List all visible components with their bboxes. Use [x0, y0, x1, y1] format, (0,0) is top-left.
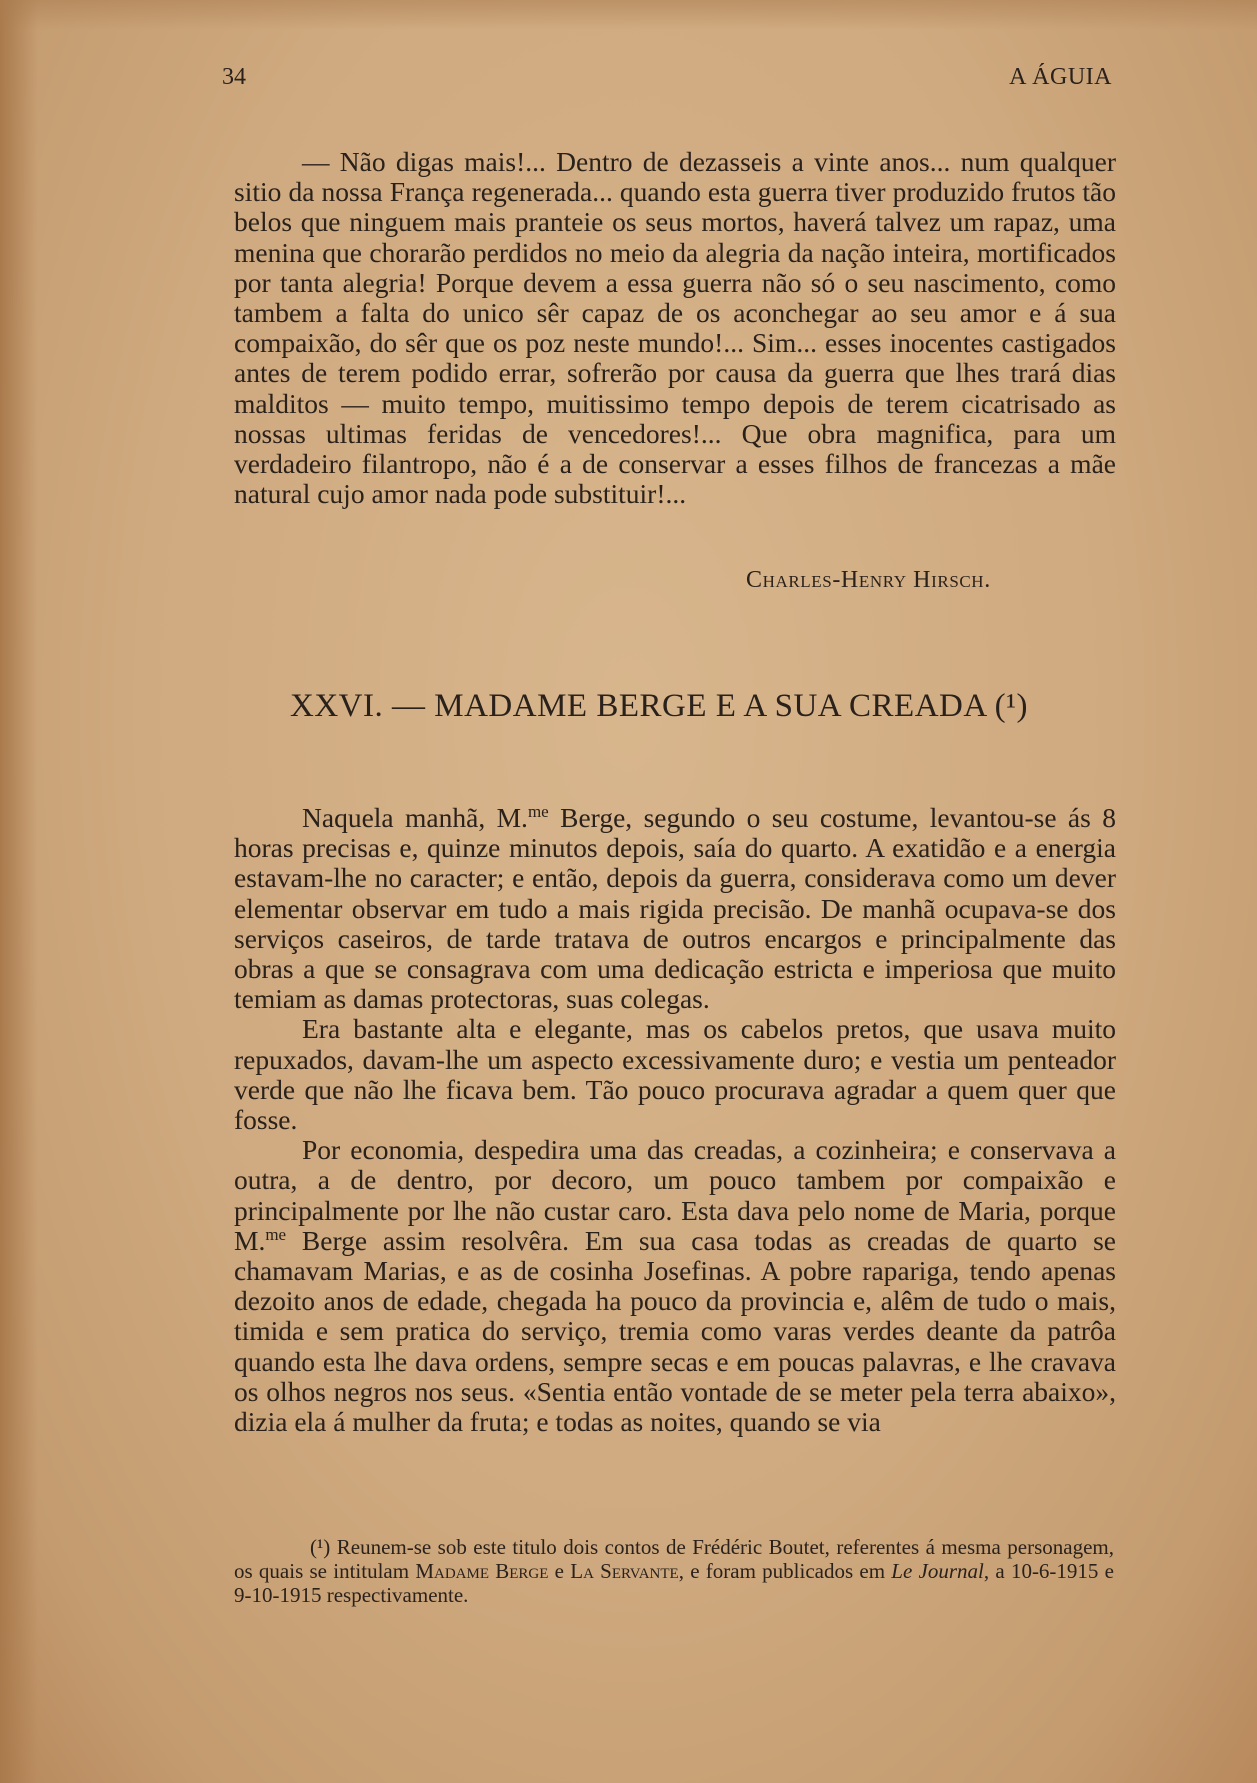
chapter-title [290, 688, 1090, 725]
p3-text-a: Por economia, despedira uma das creadas, a cozinheira; e conservava a outra, a de dentro, por decoro, um pouco tambem por compaixão e principalmente por lhe não custar caro. Esta dava pelo nome de Maria, porque M. [234, 1134, 1116, 1256]
footnote-story-title-1: Madame Berge [415, 1559, 549, 1583]
footnote-text-b: e [548, 1559, 571, 1583]
footnote-text-a: Reunem-se sob este titulo dois contos de Frédéric Boutet, referentes á mesma personagem, os quais se intitulam [234, 1535, 1114, 1583]
body-paragraph-1 [234, 803, 1116, 1014]
chapter-title-text: XXVI. — MADAME BERGE E A SUA CREADA [290, 688, 986, 724]
closing-paragraph: — Não digas mais!... Dentro de dezasseis a vinte anos... num qualquer sitio da nossa França regenerada... quando esta guerra tiver produzido frutos tão belos que ninguem mais pranteie os seus mortos, haverá talvez um rapaz, uma menina que chorarão perdidos no meio da alegria da nação inteira, mortificados por tanta alegria! Porque devem a essa guerra não só o seu nascimento, como tambem a falta do unico sêr capaz de os aconchegar ao seu amor e á sua compaixão, do sêr que os poz neste mundo!... Sim... esses inocentes castigados antes de terem podido errar, sofrerão por causa da guerra que lhes trará dias malditos — muito tempo, muitissimo tempo depois de terem cicatrisado as nossas ultimas feridas de vencedores!... Que obra magnifica, para um verdadeiro filantropo, não é a de conservar a esses filhos de francezas a mãe natural cujo amor nada pode substituir!... [234, 146, 1116, 510]
footnote [234, 1535, 1114, 1607]
body-paragraph-3 [234, 1135, 1116, 1437]
chapter-footnote-marker: (¹) [994, 688, 1029, 724]
chapter-body [234, 803, 1116, 1437]
footnote-paragraph [234, 1535, 1114, 1607]
page-number: 34 [222, 64, 246, 90]
closing-passage [234, 147, 1116, 509]
p1-superscript: me [527, 801, 549, 821]
page-edge-shadow [0, 0, 38, 1783]
footnote-story-title-2: La Servante [570, 1559, 679, 1583]
author-signature: Charles-Henry Hirsch. [746, 567, 991, 593]
running-head [222, 58, 1112, 92]
page-top-shadow [0, 0, 1257, 30]
footnote-text-c: , e foram publicados em [678, 1559, 892, 1583]
footnote-text-d: , a 10-6-1915 e 9-10-1915 respectivamente. [234, 1559, 1114, 1607]
p1-text-b: Berge, segundo o seu costume, levantou-se ás 8 horas precisas e, quinze minutos depois, saía do quarto. A exatidão e a energia estavam-lhe no caracter; e então, depois da guerra, considerava como um dever elementar observar em tudo a mais rigida precisão. De manhã ocupava-se dos serviços caseiros, de tarde tratava de outros encargos e principalmente das obras a que se consagrava com uma dedicação estricta e imperiosa que muito temiam as damas protectoras, suas colegas. [234, 802, 1116, 1015]
footnote-marker: (¹) [310, 1535, 331, 1559]
p1-text-a: Naquela manhã, M. [302, 802, 528, 833]
p3-superscript: me [265, 1224, 287, 1244]
body-paragraph-2: Era bastante alta e elegante, mas os cabelos pretos, que usava muito repuxados, davam-lhe um aspecto excessivamente duro; e vestia um penteador verde que não lhe ficava bem. Tão pouco procurava agradar a quem quer que fosse. [234, 1013, 1116, 1136]
footnote-journal-name: Le Journal [891, 1559, 984, 1583]
p3-text-b: Berge assim resolvêra. Em sua casa todas as creadas de quarto se chamavam Marias, e as de cosinha Josefinas. A pobre rapariga, tendo apenas dezoito anos de edade, chegada ha pouco da provincia e, alêm de tudo o mais, timida e sem pratica do serviço, tremia como varas verdes deante da patrôa quando esta lhe dava ordens, sempre secas e em poucas palavras, e lhe cravava os olhos negros nos seus. «Sentia então vontade de se meter pela terra abaixo», dizia ela á mulher da fruta; e todas as noites, quando se via [234, 1224, 1116, 1438]
journal-title: A ÁGUIA [1009, 64, 1112, 90]
